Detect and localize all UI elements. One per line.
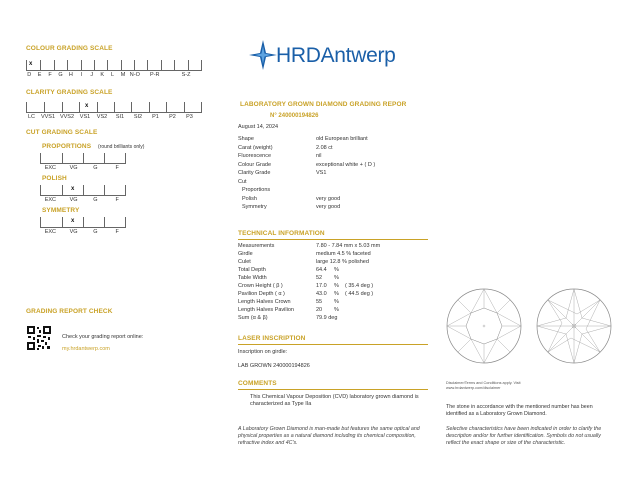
scale-tick	[83, 217, 84, 227]
tech-label: Crown Height ( β )	[238, 283, 283, 289]
colour-mark: x	[29, 61, 33, 67]
clarity-mark: x	[85, 103, 89, 109]
colour-grade: J	[90, 72, 94, 78]
scale-tick	[83, 153, 84, 163]
report-number: N° 240000194826	[270, 113, 319, 119]
tech-label: Sum (α & β)	[238, 315, 268, 321]
field-label: Fluorescence	[238, 153, 272, 159]
colour-grade: K	[100, 72, 104, 78]
scale-tick	[62, 217, 63, 227]
tech-label: Girdle	[238, 251, 253, 257]
scale-tick	[107, 60, 108, 70]
polish-label: POLISH	[42, 175, 67, 182]
scale-tick	[62, 153, 63, 163]
tech-label: Pavilion Depth ( α )	[238, 291, 285, 297]
scale-tick	[134, 60, 135, 70]
cut-grade: VG	[69, 197, 78, 203]
clarity-scale-bar	[26, 102, 202, 113]
comments-rule	[238, 389, 428, 390]
scale-tick	[62, 102, 63, 112]
stone-note: The stone in accordance with the mentioned number has been identified as a Laboratory Grown Diamond.	[446, 404, 593, 417]
field-value: nil	[316, 153, 322, 159]
star-icon	[248, 38, 278, 72]
tech-value: 17.0	[316, 283, 327, 289]
colour-grade: F	[48, 72, 52, 78]
symmetry-labels	[38, 229, 128, 235]
laser-title: LASER INSCRIPTION	[238, 335, 306, 342]
polish-bar	[40, 185, 126, 196]
scale-tick	[67, 60, 68, 70]
colour-grade: G	[58, 72, 63, 78]
colour-grade: P-R	[150, 72, 160, 78]
scale-tick	[131, 102, 132, 112]
cut-grade: F	[115, 165, 119, 171]
cut-grade: F	[115, 197, 119, 203]
clarity-grade: P2	[169, 114, 176, 120]
proportions-labels	[38, 165, 128, 171]
field-label: Symmetry	[242, 204, 267, 210]
disclaimer-text: Disclaimer/Terms and Conditions apply. Visit www.hrdantwerp.com/disclaimer	[446, 381, 521, 390]
field-value: 2.08 ct	[316, 144, 333, 151]
check-online-text: Check your grading report online:	[62, 334, 144, 340]
polish-labels	[38, 197, 128, 203]
field-label: Polish	[242, 195, 257, 202]
field-label: Carat (weight)	[238, 144, 273, 151]
report-date: August 14, 2024	[238, 124, 279, 130]
polish-mark: x	[71, 186, 75, 192]
scale-tick	[161, 60, 162, 70]
scale-tick	[147, 60, 148, 70]
clarity-grade: VVS1	[40, 114, 56, 120]
tech-label: Measurements	[238, 243, 275, 249]
field-value: old European brilliant	[316, 136, 368, 142]
tech-value: 52	[316, 275, 323, 281]
clarity-grade: VS1	[79, 114, 91, 120]
cut-grade: G	[93, 165, 98, 171]
verification-link[interactable]: my.hrdantwerp.com	[62, 346, 110, 352]
scale-tick	[54, 60, 55, 70]
field-label: Cut	[238, 178, 247, 185]
colour-grade: H	[68, 72, 73, 78]
tech-unit: % ( 35.4 deg )	[334, 283, 374, 289]
tech-value: 64.4	[316, 267, 327, 273]
laser-label: Inscription on girdle:	[238, 349, 288, 355]
tech-label: Total Depth	[238, 267, 266, 273]
proportions-bar	[40, 153, 126, 164]
symmetry-label: SYMMETRY	[42, 207, 80, 214]
laser-value: LAB GROWN 240000194826	[238, 363, 310, 369]
tech-unit: %	[334, 275, 339, 281]
proportions-note: (round brilliants only)	[98, 144, 145, 150]
cut-grade: G	[93, 229, 98, 235]
tech-label: Length Halves Crown	[238, 299, 291, 305]
scale-tick	[94, 60, 95, 70]
scale-tick	[97, 102, 98, 112]
qr-code-icon[interactable]	[26, 325, 52, 351]
clarity-grade: P1	[152, 114, 159, 120]
scale-tick	[79, 102, 80, 112]
colour-grade: D	[27, 72, 32, 78]
colour-grade: E	[37, 72, 42, 78]
symmetry-mark: x	[71, 218, 75, 224]
scale-tick	[44, 102, 45, 112]
clarity-scale-title: CLARITY GRADING SCALE	[26, 89, 113, 96]
tech-unit: %	[334, 299, 339, 305]
clarity-grade: SI2	[133, 114, 143, 120]
scale-tick	[104, 185, 105, 195]
cut-scale-title: CUT GRADING SCALE	[26, 129, 98, 136]
colour-grade: N-O	[129, 72, 140, 78]
tech-value: medium 4.5 % faceted	[316, 251, 371, 257]
clarity-grade: SI1	[115, 114, 125, 120]
scale-tick	[81, 60, 82, 70]
cut-grade: VG	[69, 165, 78, 171]
tech-unit: %	[334, 307, 339, 313]
symmetry-bar	[40, 217, 126, 228]
clarity-grade: VS2	[96, 114, 108, 120]
scale-tick	[149, 102, 150, 112]
tech-label: Length Halves Pavilion	[238, 307, 294, 313]
scale-tick	[40, 60, 41, 70]
tech-value: 20	[316, 307, 323, 313]
colour-scale-title: COLOUR GRADING SCALE	[26, 45, 113, 52]
clarity-scale-labels	[24, 114, 204, 120]
tech-unit: % ( 44.5 deg )	[334, 291, 374, 297]
colour-grade: I	[80, 72, 83, 78]
scale-tick	[188, 60, 189, 70]
comments-title: COMMENTS	[238, 380, 277, 387]
scale-tick	[174, 60, 175, 70]
field-value: very good	[316, 204, 341, 210]
tech-value: 79.9 deg	[316, 315, 338, 321]
scale-tick	[83, 185, 84, 195]
field-value: VS1	[316, 170, 327, 176]
scale-tick	[104, 217, 105, 227]
technical-rule	[238, 239, 428, 240]
diamond-crown-diagram-icon	[446, 288, 522, 364]
colour-grade: M	[120, 72, 126, 78]
tech-label: Table Width	[238, 275, 267, 281]
field-label: Shape	[238, 136, 254, 142]
colour-grade: S-Z	[181, 72, 191, 78]
hrd-logo	[248, 38, 418, 74]
cut-grade: G	[93, 197, 98, 203]
logo-text: HRDAntwerp	[276, 44, 396, 67]
colour-grade: L	[111, 72, 115, 78]
cut-grade: VG	[69, 229, 78, 235]
scale-tick	[184, 102, 185, 112]
laser-rule	[238, 344, 428, 345]
scale-tick	[121, 60, 122, 70]
footnote-left: A Laboratory Grown Diamond is man-made but features the same optical and physical properties as a natural diamond including its chemical composition, refractive index and 4C's.	[238, 426, 420, 446]
scale-tick	[166, 102, 167, 112]
field-label: Clarity Grade	[238, 170, 271, 176]
field-label: Proportions	[242, 187, 271, 193]
proportions-label: PROPORTIONS	[42, 143, 92, 150]
cut-grade: EXC	[44, 197, 57, 203]
tech-value: 43.0	[316, 291, 327, 297]
field-label: Colour Grade	[238, 161, 272, 168]
report-check-title: GRADING REPORT CHECK	[26, 308, 113, 315]
tech-value: 7.80 - 7.84 mm x 5.03 mm	[316, 243, 381, 249]
clarity-grade: LC	[27, 114, 36, 120]
technical-title: TECHNICAL INFORMATION	[238, 230, 325, 237]
cut-grade: EXC	[44, 229, 57, 235]
comments-text: This Chemical Vapour Deposition (CVD) laboratory grown diamond is characterized as Type IIa	[250, 394, 419, 407]
cut-grade: F	[115, 229, 119, 235]
colour-scale-bar	[26, 60, 202, 71]
tech-unit: %	[334, 267, 339, 273]
footnote-right: Selective characteristics have been indicated in order to clarify the description and/or for further identification. Symbols do not usually reflect the exact shape or size of the characteristic.	[446, 426, 602, 446]
scale-tick	[114, 102, 115, 112]
field-value: very good	[316, 195, 341, 202]
clarity-grade: VVS2	[59, 114, 75, 120]
clarity-grade: P3	[186, 114, 193, 120]
scale-tick	[104, 153, 105, 163]
report-title: LABORATORY GROWN DIAMOND GRADING REPOR	[240, 101, 407, 108]
cut-grade: EXC	[44, 165, 57, 171]
field-value: exceptional white + ( D )	[316, 161, 376, 168]
colour-scale-labels	[24, 72, 204, 78]
tech-label: Culet	[238, 259, 251, 265]
tech-value: 55	[316, 299, 323, 305]
scale-tick	[62, 185, 63, 195]
diamond-pavilion-diagram-icon	[536, 288, 612, 364]
tech-value: large 12.8 % polished	[316, 259, 369, 265]
